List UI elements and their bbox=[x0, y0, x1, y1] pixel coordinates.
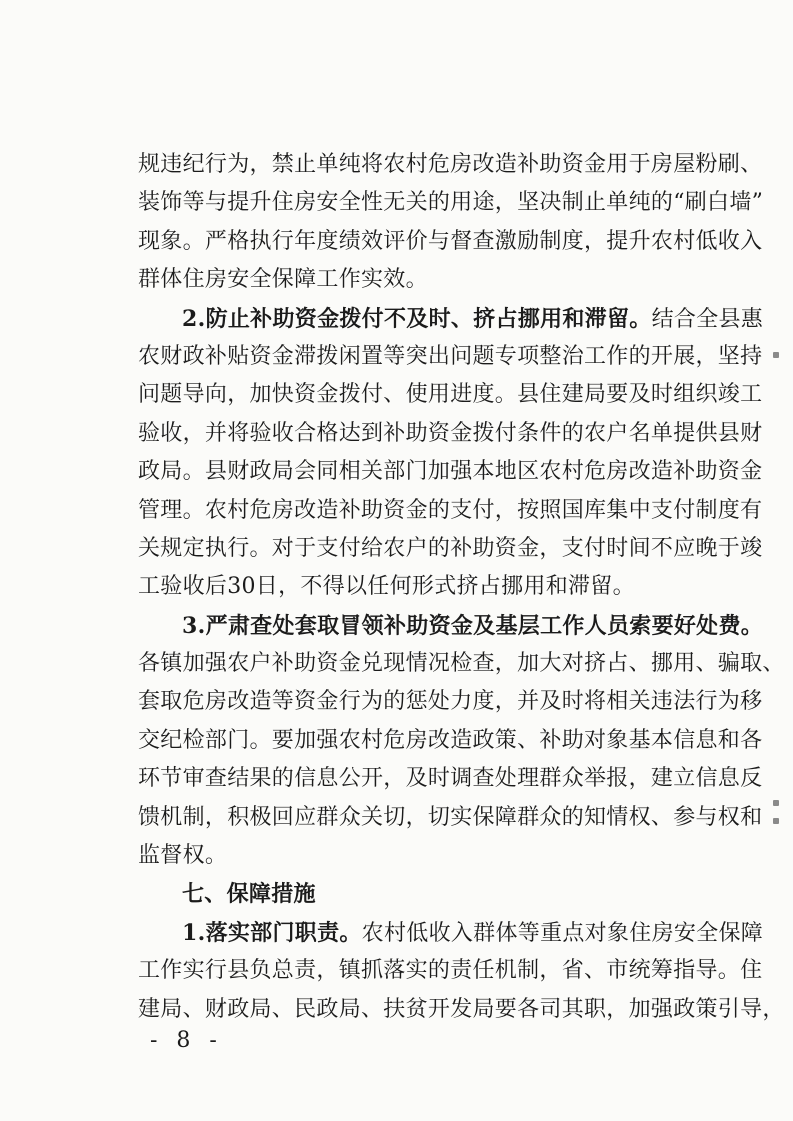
line-text: 结合全县惠 bbox=[651, 306, 764, 332]
line-text: 工验收后30日，不得以任何形式挤占挪用和滞留。 bbox=[138, 574, 635, 600]
line-text: 工作实行县负总责，镇抓落实的责任机制，省、市统筹指导。住 bbox=[138, 958, 763, 984]
scan-mark bbox=[773, 800, 779, 806]
line-text: 规违纪行为，禁止单纯将农村危房改造补助资金用于房屋粉刷、 bbox=[138, 152, 763, 177]
text-line bbox=[138, 184, 764, 222]
line-text: 问题导向，加快资金拨付、使用进度。县住建局要及时组织竣工 bbox=[138, 382, 763, 408]
page-number-text: - 8 - bbox=[150, 1028, 223, 1053]
text-line bbox=[138, 914, 764, 952]
bold-heading: 2.防止补助资金拨付不及时、挤占挪用和滞留。 bbox=[182, 305, 652, 332]
scan-mark bbox=[773, 818, 779, 824]
line-text: 环节审查结果的信息公开，及时调查处理群众举报，建立信息反 bbox=[138, 766, 763, 792]
text-line bbox=[138, 376, 763, 414]
line-text: 验收，并将验收合格达到补助资金拨付条件的农户名单提供县财 bbox=[138, 420, 763, 446]
text-line bbox=[138, 146, 763, 184]
bold-heading: 1.落实部门职责。 bbox=[182, 919, 362, 946]
line-text: 管理。农村危房改造补助资金的支付，按照国库集中支付制度有 bbox=[138, 497, 763, 523]
text-line bbox=[138, 568, 698, 606]
text-line bbox=[138, 338, 763, 376]
line-text: 群体住房安全保障工作实效。 bbox=[138, 267, 428, 293]
line-text: 馈机制，积极回应群众关切，切实保障群众的知情权、参与权和 bbox=[138, 804, 763, 830]
line-text: 装饰等与提升住房安全性无关的用途，坚决制止单纯的“刷白墙” bbox=[138, 190, 764, 216]
text-line bbox=[138, 645, 785, 683]
line-text: 监督权。 bbox=[138, 843, 228, 869]
line-text: 交纪检部门。要加强农村危房改造政策、补助对象基本信息和各 bbox=[138, 727, 763, 753]
text-line bbox=[138, 492, 763, 530]
text-line bbox=[138, 300, 764, 338]
text-line bbox=[138, 415, 763, 453]
text-line bbox=[138, 760, 763, 798]
text-line bbox=[138, 991, 785, 1029]
text-line bbox=[138, 799, 763, 837]
body-text bbox=[138, 146, 785, 1029]
bold-heading: 七、保障措施 bbox=[182, 881, 316, 908]
line-text: 农村低收入群体等重点对象住房安全保障 bbox=[361, 920, 764, 946]
text-line bbox=[138, 530, 763, 568]
text-line bbox=[138, 453, 763, 491]
line-text: 关规定执行。对于支付给农户的补助资金，支付时间不应晚于竣 bbox=[138, 535, 763, 561]
line-text: 现象。严格执行年度绩效评价与督查激励制度，提升农村低收入 bbox=[138, 228, 763, 254]
text-line bbox=[138, 223, 763, 261]
text-line bbox=[138, 875, 698, 913]
line-text: 农财政补贴资金滞拨闲置等突出问题专项整治工作的开展，坚持 bbox=[138, 343, 763, 369]
scan-mark bbox=[773, 352, 779, 358]
line-text: 各镇加强农户补助资金兑现情况检查，加大对挤占、挪用、骗取、 bbox=[138, 651, 785, 677]
text-line bbox=[138, 952, 763, 990]
text-line bbox=[138, 722, 763, 760]
line-text: 建局、财政局、民政局、扶贫开发局要各司其职，加强政策引导， bbox=[138, 996, 785, 1022]
text-line bbox=[138, 837, 698, 875]
line-text: 政局。县财政局会同相关部门加强本地区农村危房改造补助资金 bbox=[138, 459, 763, 485]
text-line bbox=[138, 261, 698, 299]
line-text: 套取危房改造等资金行为的惩处力度，并及时将相关违法行为移 bbox=[138, 689, 763, 715]
text-line bbox=[138, 607, 764, 645]
text-line bbox=[138, 683, 763, 721]
bold-heading: 3.严肃查处套取冒领补助资金及基层工作人员索要好处费。 bbox=[182, 612, 764, 639]
